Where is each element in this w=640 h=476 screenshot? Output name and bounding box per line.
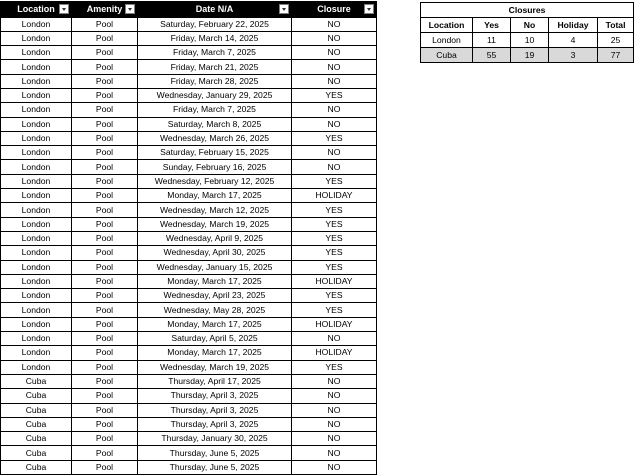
location-cell[interactable]: London xyxy=(1,160,72,174)
closure-cell[interactable]: NO xyxy=(292,31,377,45)
closure-cell[interactable]: YES xyxy=(292,360,377,374)
location-cell[interactable]: Cuba xyxy=(1,417,72,431)
summary-cell[interactable]: 77 xyxy=(598,48,634,63)
location-cell[interactable]: London xyxy=(1,117,72,131)
closures-summary-table xyxy=(420,2,634,63)
location-cell[interactable]: London xyxy=(1,246,72,260)
date-cell[interactable]: Wednesday, February 12, 2025 xyxy=(138,174,292,188)
summary-header-cell[interactable]: No xyxy=(511,18,549,33)
table-row xyxy=(1,203,377,217)
date-cell[interactable]: Saturday, March 8, 2025 xyxy=(138,117,292,131)
closure-cell[interactable]: NO xyxy=(292,46,377,60)
closure-cell[interactable]: YES xyxy=(292,303,377,317)
amenity-cell[interactable]: Pool xyxy=(72,260,138,274)
table-row xyxy=(1,317,377,331)
table-row xyxy=(1,389,377,403)
location-cell[interactable]: London xyxy=(1,131,72,145)
location-cell[interactable]: London xyxy=(1,346,72,360)
table-row xyxy=(1,103,377,117)
date-cell[interactable]: Wednesday, April 9, 2025 xyxy=(138,231,292,245)
table-row xyxy=(1,432,377,446)
closure-cell[interactable]: YES xyxy=(292,289,377,303)
table-row xyxy=(1,17,377,31)
table-row xyxy=(1,146,377,160)
table-row xyxy=(1,160,377,174)
date-cell[interactable]: Saturday, February 15, 2025 xyxy=(138,146,292,160)
table-row xyxy=(1,289,377,303)
summary-cell[interactable]: Cuba xyxy=(421,48,473,63)
closure-cell[interactable]: YES xyxy=(292,88,377,102)
closure-cell[interactable]: HOLIDAY xyxy=(292,274,377,288)
location-cell[interactable]: London xyxy=(1,303,72,317)
date-cell[interactable]: Wednesday, March 12, 2025 xyxy=(138,203,292,217)
amenity-cell[interactable]: Pool xyxy=(72,103,138,117)
summary-cell[interactable]: 10 xyxy=(511,33,549,48)
amenity-cell[interactable]: Pool xyxy=(72,303,138,317)
location-cell[interactable]: London xyxy=(1,260,72,274)
closure-cell[interactable]: NO xyxy=(292,74,377,88)
closure-cell[interactable]: YES xyxy=(292,246,377,260)
date-cell[interactable]: Thursday, January 30, 2025 xyxy=(138,432,292,446)
date-cell[interactable]: Wednesday, January 29, 2025 xyxy=(138,88,292,102)
filter-dropdown-icon[interactable] xyxy=(59,4,69,14)
closure-cell[interactable]: YES xyxy=(292,260,377,274)
location-cell[interactable]: London xyxy=(1,289,72,303)
table-row xyxy=(1,117,377,131)
column-header-label: Amenity xyxy=(86,4,123,15)
table-row xyxy=(1,403,377,417)
location-cell[interactable]: London xyxy=(1,74,72,88)
summary-title-row xyxy=(421,3,634,18)
amenity-cell[interactable]: Pool xyxy=(72,231,138,245)
amenity-cell[interactable]: Pool xyxy=(72,203,138,217)
closure-cell[interactable]: NO xyxy=(292,446,377,460)
location-cell[interactable]: Cuba xyxy=(1,432,72,446)
amenity-cell[interactable]: Pool xyxy=(72,446,138,460)
summary-header-cell[interactable]: Total xyxy=(598,18,634,33)
amenity-cell[interactable]: Pool xyxy=(72,160,138,174)
table-row xyxy=(1,260,377,274)
amenity-cell[interactable]: Pool xyxy=(72,346,138,360)
date-cell[interactable]: Saturday, February 22, 2025 xyxy=(138,17,292,31)
amenity-cell[interactable]: Pool xyxy=(72,60,138,74)
date-cell[interactable]: Friday, March 7, 2025 xyxy=(138,103,292,117)
filter-dropdown-icon[interactable] xyxy=(279,4,289,14)
location-cell[interactable]: Cuba xyxy=(1,446,72,460)
table-row xyxy=(1,417,377,431)
summary-cell[interactable]: London xyxy=(421,33,473,48)
amenity-cell[interactable]: Pool xyxy=(72,389,138,403)
location-cell[interactable]: London xyxy=(1,360,72,374)
location-cell[interactable]: London xyxy=(1,31,72,45)
column-header-date[interactable] xyxy=(138,2,292,18)
summary-header-cell[interactable]: Location xyxy=(421,18,473,33)
location-cell[interactable]: Cuba xyxy=(1,460,72,474)
location-cell[interactable]: Cuba xyxy=(1,374,72,388)
table-row xyxy=(1,460,377,474)
closure-cell[interactable]: YES xyxy=(292,131,377,145)
closures-data-table xyxy=(0,1,377,475)
table-row xyxy=(1,131,377,145)
date-cell[interactable]: Wednesday, April 30, 2025 xyxy=(138,246,292,260)
closure-cell[interactable]: NO xyxy=(292,160,377,174)
location-cell[interactable]: London xyxy=(1,231,72,245)
date-cell[interactable]: Wednesday, March 19, 2025 xyxy=(138,360,292,374)
table-row xyxy=(1,74,377,88)
date-cell[interactable]: Wednesday, March 26, 2025 xyxy=(138,131,292,145)
amenity-cell[interactable]: Pool xyxy=(72,332,138,346)
amenity-cell[interactable]: Pool xyxy=(72,246,138,260)
amenity-cell[interactable]: Pool xyxy=(72,417,138,431)
amenity-cell[interactable]: Pool xyxy=(72,46,138,60)
closure-cell[interactable]: YES xyxy=(292,231,377,245)
amenity-cell[interactable]: Pool xyxy=(72,74,138,88)
closure-cell[interactable]: YES xyxy=(292,203,377,217)
amenity-cell[interactable]: Pool xyxy=(72,289,138,303)
closure-cell[interactable]: NO xyxy=(292,332,377,346)
table-row xyxy=(1,46,377,60)
closure-cell[interactable]: NO xyxy=(292,117,377,131)
date-cell[interactable]: Friday, March 14, 2025 xyxy=(138,31,292,45)
date-cell[interactable]: Wednesday, January 15, 2025 xyxy=(138,260,292,274)
date-cell[interactable]: Saturday, April 5, 2025 xyxy=(138,332,292,346)
table-row xyxy=(1,446,377,460)
summary-cell[interactable]: 19 xyxy=(511,48,549,63)
date-cell[interactable]: Monday, March 17, 2025 xyxy=(138,274,292,288)
location-cell[interactable]: London xyxy=(1,189,72,203)
closure-cell[interactable]: NO xyxy=(292,146,377,160)
amenity-cell[interactable]: Pool xyxy=(72,88,138,102)
closure-cell[interactable]: HOLIDAY xyxy=(292,346,377,360)
closure-cell[interactable]: NO xyxy=(292,403,377,417)
summary-cell[interactable]: 55 xyxy=(473,48,511,63)
closure-cell[interactable]: NO xyxy=(292,17,377,31)
date-cell[interactable]: Wednesday, March 19, 2025 xyxy=(138,217,292,231)
filter-dropdown-icon[interactable] xyxy=(125,4,135,14)
date-cell[interactable]: Friday, March 7, 2025 xyxy=(138,46,292,60)
amenity-cell[interactable]: Pool xyxy=(72,217,138,231)
table-row xyxy=(1,31,377,45)
summary-cell[interactable]: 3 xyxy=(549,48,598,63)
date-cell[interactable]: Wednesday, May 28, 2025 xyxy=(138,303,292,317)
date-cell[interactable]: Monday, March 17, 2025 xyxy=(138,189,292,203)
location-cell[interactable]: London xyxy=(1,146,72,160)
amenity-cell[interactable]: Pool xyxy=(72,432,138,446)
location-cell[interactable]: Cuba xyxy=(1,403,72,417)
summary-row-cuba xyxy=(421,48,634,63)
summary-row-london xyxy=(421,33,634,48)
closure-cell[interactable]: HOLIDAY xyxy=(292,189,377,203)
date-cell[interactable]: Wednesday, April 23, 2025 xyxy=(138,289,292,303)
amenity-cell[interactable]: Pool xyxy=(72,460,138,474)
closure-cell[interactable]: YES xyxy=(292,217,377,231)
column-header-closure[interactable] xyxy=(292,2,377,18)
table-row xyxy=(1,60,377,74)
filter-dropdown-icon[interactable] xyxy=(364,4,374,14)
closure-cell[interactable]: NO xyxy=(292,374,377,388)
closure-cell[interactable]: NO xyxy=(292,389,377,403)
closure-cell[interactable]: NO xyxy=(292,103,377,117)
date-cell[interactable]: Thursday, April 3, 2025 xyxy=(138,389,292,403)
summary-title[interactable]: Closures xyxy=(421,3,634,18)
table-row xyxy=(1,231,377,245)
column-header-label: Closure xyxy=(317,4,351,15)
column-header-location[interactable] xyxy=(1,2,72,18)
amenity-cell[interactable]: Pool xyxy=(72,17,138,31)
amenity-cell[interactable]: Pool xyxy=(72,117,138,131)
summary-header-row xyxy=(421,18,634,33)
location-cell[interactable]: Cuba xyxy=(1,389,72,403)
table-row xyxy=(1,332,377,346)
closure-cell[interactable]: HOLIDAY xyxy=(292,317,377,331)
date-cell[interactable]: Friday, March 21, 2025 xyxy=(138,60,292,74)
date-cell[interactable]: Thursday, April 3, 2025 xyxy=(138,403,292,417)
amenity-cell[interactable]: Pool xyxy=(72,360,138,374)
table-row xyxy=(1,274,377,288)
table-row xyxy=(1,246,377,260)
date-cell[interactable]: Monday, March 17, 2025 xyxy=(138,346,292,360)
amenity-cell[interactable]: Pool xyxy=(72,131,138,145)
closure-cell[interactable]: NO xyxy=(292,417,377,431)
date-cell[interactable]: Friday, March 28, 2025 xyxy=(138,74,292,88)
amenity-cell[interactable]: Pool xyxy=(72,403,138,417)
table-row xyxy=(1,346,377,360)
summary-cell[interactable]: 11 xyxy=(473,33,511,48)
closure-cell[interactable]: NO xyxy=(292,432,377,446)
table-row xyxy=(1,217,377,231)
location-cell[interactable]: London xyxy=(1,46,72,60)
amenity-cell[interactable]: Pool xyxy=(72,274,138,288)
amenity-cell[interactable]: Pool xyxy=(72,374,138,388)
location-cell[interactable]: London xyxy=(1,203,72,217)
location-cell[interactable]: London xyxy=(1,174,72,188)
summary-header-cell[interactable]: Yes xyxy=(473,18,511,33)
amenity-cell[interactable]: Pool xyxy=(72,146,138,160)
amenity-cell[interactable]: Pool xyxy=(72,317,138,331)
location-cell[interactable]: London xyxy=(1,103,72,117)
location-cell[interactable]: London xyxy=(1,60,72,74)
amenity-cell[interactable]: Pool xyxy=(72,189,138,203)
date-cell[interactable]: Monday, March 17, 2025 xyxy=(138,317,292,331)
date-cell[interactable]: Thursday, April 3, 2025 xyxy=(138,417,292,431)
closure-cell[interactable]: YES xyxy=(292,174,377,188)
location-cell[interactable]: London xyxy=(1,217,72,231)
table-row xyxy=(1,374,377,388)
table-row xyxy=(1,189,377,203)
table-row xyxy=(1,360,377,374)
table-row xyxy=(1,174,377,188)
summary-header-cell[interactable]: Holiday xyxy=(549,18,598,33)
location-cell[interactable]: London xyxy=(1,17,72,31)
date-cell[interactable]: Sunday, February 16, 2025 xyxy=(138,160,292,174)
column-header-label: Location xyxy=(17,4,55,15)
location-cell[interactable]: London xyxy=(1,317,72,331)
column-header-label: Date N/A xyxy=(195,4,234,15)
closure-cell[interactable]: NO xyxy=(292,460,377,474)
location-cell[interactable]: London xyxy=(1,88,72,102)
date-cell[interactable]: Thursday, June 5, 2025 xyxy=(138,460,292,474)
table-body xyxy=(1,17,377,475)
table-row xyxy=(1,88,377,102)
location-cell[interactable]: London xyxy=(1,332,72,346)
closure-cell[interactable]: NO xyxy=(292,60,377,74)
amenity-cell[interactable]: Pool xyxy=(72,174,138,188)
summary-cell[interactable]: 4 xyxy=(549,33,598,48)
location-cell[interactable]: London xyxy=(1,274,72,288)
summary-cell[interactable]: 25 xyxy=(598,33,634,48)
date-cell[interactable]: Thursday, April 17, 2025 xyxy=(138,374,292,388)
table-row xyxy=(1,303,377,317)
column-header-amenity[interactable] xyxy=(72,2,138,18)
header-row xyxy=(1,2,377,18)
date-cell[interactable]: Thursday, June 5, 2025 xyxy=(138,446,292,460)
amenity-cell[interactable]: Pool xyxy=(72,31,138,45)
